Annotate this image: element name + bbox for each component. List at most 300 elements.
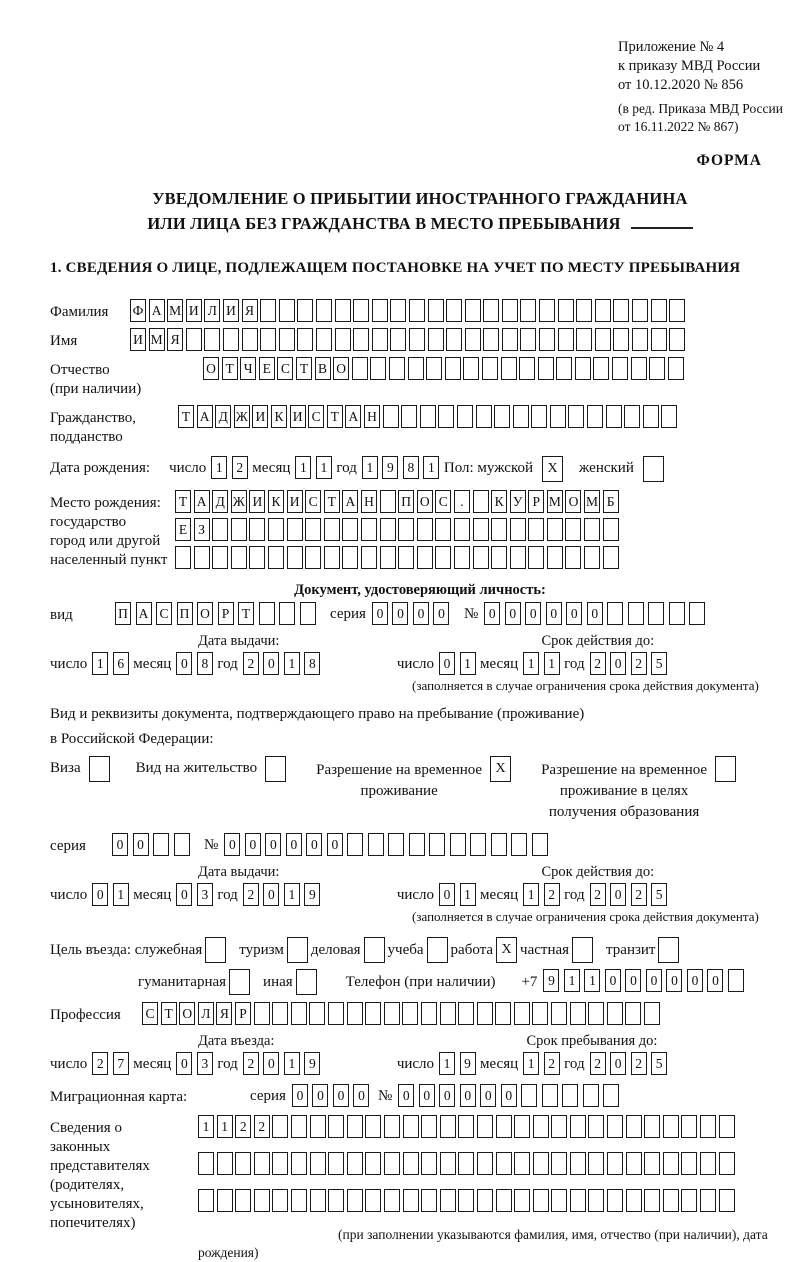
char-cell-filled[interactable]: А	[136, 602, 152, 625]
char-cell-filled[interactable]: 0	[112, 833, 128, 856]
char-cell-filled[interactable]: 1	[423, 456, 439, 479]
char-cell-empty[interactable]	[458, 1115, 474, 1138]
char-cell-filled[interactable]: 0	[646, 969, 662, 992]
char-cell-empty[interactable]	[272, 1115, 288, 1138]
char-cell-empty[interactable]	[477, 1189, 493, 1212]
char-cell-empty[interactable]	[372, 299, 388, 322]
char-cell-filled[interactable]: С	[142, 1002, 158, 1025]
char-cell-empty[interactable]	[470, 833, 486, 856]
char-cell-filled[interactable]: 0	[306, 833, 322, 856]
char-cell-empty[interactable]	[644, 1152, 660, 1175]
char-cell-filled[interactable]: Ф	[130, 299, 146, 322]
char-cell-filled[interactable]: 1	[113, 883, 129, 906]
char-cell-filled[interactable]: 2	[235, 1115, 251, 1138]
char-cell-filled[interactable]: X	[542, 456, 563, 482]
char-cell-filled[interactable]: О	[417, 490, 433, 513]
char-cell-filled[interactable]: О	[565, 490, 581, 513]
char-cell-filled[interactable]: 2	[590, 883, 606, 906]
char-cell-empty[interactable]	[668, 357, 684, 380]
char-cell-empty[interactable]	[390, 328, 406, 351]
char-cell-empty[interactable]	[440, 1115, 456, 1138]
char-cell-empty[interactable]	[242, 328, 258, 351]
char-cell-filled[interactable]: 2	[544, 883, 560, 906]
char-cell-empty[interactable]	[568, 405, 584, 428]
char-cell-empty[interactable]	[384, 1115, 400, 1138]
char-cell-empty[interactable]	[89, 756, 110, 782]
char-cell-filled[interactable]: С	[277, 357, 293, 380]
char-cell-empty[interactable]	[477, 1002, 493, 1025]
char-cell-empty[interactable]	[235, 1189, 251, 1212]
char-cell-empty[interactable]	[632, 299, 648, 322]
char-cell-filled[interactable]: 1	[217, 1115, 233, 1138]
char-cell-empty[interactable]	[538, 357, 554, 380]
char-cell-empty[interactable]	[390, 299, 406, 322]
char-cell-filled[interactable]: 1	[92, 652, 108, 675]
char-cell-filled[interactable]: Я	[216, 1002, 232, 1025]
char-cell-empty[interactable]	[297, 299, 313, 322]
char-cell-empty[interactable]	[593, 357, 609, 380]
char-cell-empty[interactable]	[402, 1002, 418, 1025]
char-cell-empty[interactable]	[384, 1189, 400, 1212]
char-cell-empty[interactable]	[291, 1152, 307, 1175]
char-cell-empty[interactable]	[249, 518, 265, 541]
char-cell-empty[interactable]	[473, 518, 489, 541]
char-cell-filled[interactable]: О	[333, 357, 349, 380]
char-cell-empty[interactable]	[532, 1002, 548, 1025]
char-cell-filled[interactable]: А	[342, 490, 358, 513]
char-cell-empty[interactable]	[613, 328, 629, 351]
char-cell-filled[interactable]: Н	[364, 405, 380, 428]
char-cell-empty[interactable]	[603, 546, 619, 569]
char-cell-empty[interactable]	[514, 1115, 530, 1138]
char-cell-empty[interactable]	[491, 833, 507, 856]
char-cell-empty[interactable]	[328, 1115, 344, 1138]
char-cell-empty[interactable]	[520, 328, 536, 351]
char-cell-empty[interactable]	[324, 546, 340, 569]
char-cell-empty[interactable]	[291, 1115, 307, 1138]
char-cell-empty[interactable]	[576, 299, 592, 322]
char-cell-filled[interactable]: 1	[523, 652, 539, 675]
char-cell-empty[interactable]	[235, 1152, 251, 1175]
char-cell-empty[interactable]	[539, 299, 555, 322]
char-cell-empty[interactable]	[420, 405, 436, 428]
char-cell-empty[interactable]	[229, 969, 250, 995]
char-cell-filled[interactable]: 1	[564, 969, 580, 992]
char-cell-empty[interactable]	[347, 833, 363, 856]
char-cell-filled[interactable]: 0	[501, 1084, 517, 1107]
char-cell-empty[interactable]	[458, 1189, 474, 1212]
char-cell-empty[interactable]	[603, 1084, 619, 1107]
char-cell-empty[interactable]	[194, 546, 210, 569]
char-cell-empty[interactable]	[613, 299, 629, 322]
char-cell-filled[interactable]: У	[510, 490, 526, 513]
char-cell-empty[interactable]	[429, 833, 445, 856]
char-cell-empty[interactable]	[551, 1002, 567, 1025]
char-cell-empty[interactable]	[482, 357, 498, 380]
char-cell-empty[interactable]	[335, 299, 351, 322]
char-cell-empty[interactable]	[426, 357, 442, 380]
char-cell-empty[interactable]	[421, 1189, 437, 1212]
char-cell-empty[interactable]	[626, 1189, 642, 1212]
char-cell-empty[interactable]	[231, 518, 247, 541]
char-cell-empty[interactable]	[533, 1152, 549, 1175]
char-cell-empty[interactable]	[389, 357, 405, 380]
char-cell-filled[interactable]: 0	[286, 833, 302, 856]
char-cell-empty[interactable]	[174, 833, 190, 856]
char-cell-empty[interactable]	[279, 328, 295, 351]
char-cell-empty[interactable]	[539, 328, 555, 351]
char-cell-empty[interactable]	[626, 1115, 642, 1138]
char-cell-filled[interactable]: 0	[327, 833, 343, 856]
char-cell-empty[interactable]	[607, 1152, 623, 1175]
char-cell-filled[interactable]: 0	[546, 602, 562, 625]
char-cell-empty[interactable]	[700, 1152, 716, 1175]
char-cell-empty[interactable]	[632, 328, 648, 351]
char-cell-empty[interactable]	[607, 1002, 623, 1025]
char-cell-filled[interactable]: 1	[544, 652, 560, 675]
char-cell-empty[interactable]	[364, 937, 385, 963]
char-cell-empty[interactable]	[562, 1084, 578, 1107]
char-cell-filled[interactable]: С	[308, 405, 324, 428]
char-cell-empty[interactable]	[514, 1152, 530, 1175]
char-cell-filled[interactable]: 1	[362, 456, 378, 479]
char-cell-empty[interactable]	[309, 1002, 325, 1025]
char-cell-filled[interactable]: С	[435, 490, 451, 513]
char-cell-empty[interactable]	[403, 1189, 419, 1212]
char-cell-empty[interactable]	[558, 299, 574, 322]
char-cell-empty[interactable]	[648, 602, 664, 625]
char-cell-filled[interactable]: 0	[176, 883, 192, 906]
char-cell-empty[interactable]	[365, 1002, 381, 1025]
char-cell-filled[interactable]: Ч	[240, 357, 256, 380]
char-cell-empty[interactable]	[279, 602, 295, 625]
char-cell-empty[interactable]	[361, 518, 377, 541]
char-cell-empty[interactable]	[254, 1152, 270, 1175]
char-cell-filled[interactable]: 8	[403, 456, 419, 479]
char-cell-empty[interactable]	[681, 1189, 697, 1212]
char-cell-empty[interactable]	[398, 518, 414, 541]
char-cell-empty[interactable]	[260, 299, 276, 322]
char-cell-filled[interactable]: 9	[304, 883, 320, 906]
char-cell-empty[interactable]	[607, 1189, 623, 1212]
char-cell-empty[interactable]	[572, 937, 593, 963]
char-cell-empty[interactable]	[476, 405, 492, 428]
char-cell-empty[interactable]	[365, 1115, 381, 1138]
char-cell-empty[interactable]	[445, 357, 461, 380]
char-cell-filled[interactable]: 0	[312, 1084, 328, 1107]
char-cell-empty[interactable]	[380, 490, 396, 513]
char-cell-empty[interactable]	[458, 1152, 474, 1175]
char-cell-filled[interactable]: Т	[178, 405, 194, 428]
char-cell-empty[interactable]	[408, 357, 424, 380]
char-cell-filled[interactable]: 3	[197, 1052, 213, 1075]
char-cell-filled[interactable]: 0	[666, 969, 682, 992]
char-cell-filled[interactable]: 5	[651, 1052, 667, 1075]
char-cell-filled[interactable]: 0	[439, 652, 455, 675]
char-cell-filled[interactable]: И	[290, 405, 306, 428]
char-cell-filled[interactable]: Я	[242, 299, 258, 322]
char-cell-filled[interactable]: 0	[224, 833, 240, 856]
char-cell-empty[interactable]	[496, 1189, 512, 1212]
char-cell-filled[interactable]: П	[115, 602, 131, 625]
char-cell-filled[interactable]: Т	[222, 357, 238, 380]
char-cell-empty[interactable]	[388, 833, 404, 856]
char-cell-empty[interactable]	[384, 1152, 400, 1175]
char-cell-empty[interactable]	[719, 1115, 735, 1138]
char-cell-empty[interactable]	[328, 1152, 344, 1175]
char-cell-empty[interactable]	[365, 1189, 381, 1212]
char-cell-empty[interactable]	[625, 1002, 641, 1025]
char-cell-empty[interactable]	[328, 1189, 344, 1212]
char-cell-empty[interactable]	[542, 1084, 558, 1107]
char-cell-empty[interactable]	[310, 1189, 326, 1212]
char-cell-empty[interactable]	[531, 405, 547, 428]
char-cell-empty[interactable]	[588, 1115, 604, 1138]
char-cell-filled[interactable]: О	[179, 1002, 195, 1025]
char-cell-filled[interactable]: 0	[566, 602, 582, 625]
char-cell-empty[interactable]	[565, 518, 581, 541]
char-cell-empty[interactable]	[495, 1002, 511, 1025]
char-cell-filled[interactable]: Т	[175, 490, 191, 513]
char-cell-empty[interactable]	[496, 1115, 512, 1138]
char-cell-empty[interactable]	[556, 357, 572, 380]
char-cell-filled[interactable]: 1	[316, 456, 332, 479]
char-cell-empty[interactable]	[438, 405, 454, 428]
char-cell-empty[interactable]	[550, 405, 566, 428]
char-cell-filled[interactable]: 1	[295, 456, 311, 479]
char-cell-empty[interactable]	[588, 1152, 604, 1175]
char-cell-empty[interactable]	[595, 328, 611, 351]
char-cell-empty[interactable]	[428, 299, 444, 322]
char-cell-empty[interactable]	[361, 546, 377, 569]
char-cell-filled[interactable]: 0	[292, 1084, 308, 1107]
char-cell-filled[interactable]: 2	[243, 652, 259, 675]
char-cell-filled[interactable]: 0	[525, 602, 541, 625]
char-cell-filled[interactable]: П	[398, 490, 414, 513]
char-cell-filled[interactable]: 0	[484, 602, 500, 625]
char-cell-filled[interactable]: 9	[460, 1052, 476, 1075]
char-cell-empty[interactable]	[681, 1115, 697, 1138]
char-cell-filled[interactable]: 7	[113, 1052, 129, 1075]
char-cell-empty[interactable]	[643, 456, 664, 482]
char-cell-filled[interactable]: 0	[707, 969, 723, 992]
char-cell-filled[interactable]: 0	[245, 833, 261, 856]
char-cell-empty[interactable]	[380, 518, 396, 541]
char-cell-empty[interactable]	[398, 546, 414, 569]
char-cell-empty[interactable]	[347, 1189, 363, 1212]
char-cell-empty[interactable]	[440, 1189, 456, 1212]
char-cell-empty[interactable]	[661, 405, 677, 428]
char-cell-empty[interactable]	[700, 1189, 716, 1212]
char-cell-filled[interactable]: 1	[523, 1052, 539, 1075]
char-cell-empty[interactable]	[473, 546, 489, 569]
char-cell-empty[interactable]	[514, 1002, 530, 1025]
char-cell-empty[interactable]	[316, 299, 332, 322]
char-cell-filled[interactable]: 9	[382, 456, 398, 479]
char-cell-empty[interactable]	[491, 518, 507, 541]
char-cell-filled[interactable]: И	[249, 490, 265, 513]
char-cell-empty[interactable]	[558, 328, 574, 351]
char-cell-empty[interactable]	[502, 328, 518, 351]
char-cell-empty[interactable]	[551, 1115, 567, 1138]
char-cell-empty[interactable]	[483, 299, 499, 322]
char-cell-empty[interactable]	[428, 328, 444, 351]
char-cell-empty[interactable]	[532, 833, 548, 856]
char-cell-filled[interactable]: 2	[590, 1052, 606, 1075]
char-cell-filled[interactable]: 0	[372, 602, 388, 625]
char-cell-filled[interactable]: 8	[197, 652, 213, 675]
char-cell-filled[interactable]: Б	[603, 490, 619, 513]
char-cell-filled[interactable]: 0	[133, 833, 149, 856]
char-cell-empty[interactable]	[421, 1152, 437, 1175]
char-cell-empty[interactable]	[401, 405, 417, 428]
char-cell-filled[interactable]: 0	[505, 602, 521, 625]
char-cell-filled[interactable]: 0	[610, 652, 626, 675]
char-cell-filled[interactable]: X	[490, 756, 511, 782]
char-cell-filled[interactable]: 0	[263, 1052, 279, 1075]
char-cell-empty[interactable]	[521, 1084, 537, 1107]
char-cell-empty[interactable]	[175, 546, 191, 569]
char-cell-filled[interactable]: 2	[631, 1052, 647, 1075]
char-cell-empty[interactable]	[370, 357, 386, 380]
char-cell-empty[interactable]	[335, 328, 351, 351]
char-cell-filled[interactable]: 0	[433, 602, 449, 625]
char-cell-empty[interactable]	[204, 328, 220, 351]
char-cell-filled[interactable]: 9	[543, 969, 559, 992]
char-cell-empty[interactable]	[651, 328, 667, 351]
char-cell-empty[interactable]	[570, 1002, 586, 1025]
char-cell-filled[interactable]: В	[315, 357, 331, 380]
char-cell-empty[interactable]	[300, 602, 316, 625]
char-cell-empty[interactable]	[186, 328, 202, 351]
char-cell-empty[interactable]	[477, 1152, 493, 1175]
char-cell-filled[interactable]: 0	[480, 1084, 496, 1107]
char-cell-filled[interactable]: 0	[398, 1084, 414, 1107]
char-cell-empty[interactable]	[547, 546, 563, 569]
char-cell-filled[interactable]: 5	[651, 883, 667, 906]
char-cell-empty[interactable]	[583, 1084, 599, 1107]
char-cell-filled[interactable]: М	[584, 490, 600, 513]
char-cell-empty[interactable]	[483, 328, 499, 351]
char-cell-empty[interactable]	[353, 299, 369, 322]
char-cell-filled[interactable]: 0	[610, 883, 626, 906]
char-cell-empty[interactable]	[272, 1189, 288, 1212]
char-cell-empty[interactable]	[588, 1002, 604, 1025]
char-cell-filled[interactable]: 1	[284, 1052, 300, 1075]
char-cell-filled[interactable]: И	[252, 405, 268, 428]
char-cell-empty[interactable]	[715, 756, 736, 782]
char-cell-empty[interactable]	[669, 328, 685, 351]
char-cell-empty[interactable]	[268, 518, 284, 541]
char-cell-filled[interactable]: Н	[361, 490, 377, 513]
char-cell-empty[interactable]	[217, 1152, 233, 1175]
char-cell-empty[interactable]	[342, 518, 358, 541]
char-cell-empty[interactable]	[700, 1115, 716, 1138]
char-cell-empty[interactable]	[231, 546, 247, 569]
char-cell-empty[interactable]	[368, 833, 384, 856]
char-cell-empty[interactable]	[528, 518, 544, 541]
char-cell-empty[interactable]	[310, 1152, 326, 1175]
char-cell-empty[interactable]	[728, 969, 744, 992]
char-cell-empty[interactable]	[663, 1152, 679, 1175]
char-cell-empty[interactable]	[421, 1002, 437, 1025]
char-cell-filled[interactable]: Д	[215, 405, 231, 428]
char-cell-filled[interactable]: П	[177, 602, 193, 625]
char-cell-filled[interactable]: Е	[175, 518, 191, 541]
char-cell-empty[interactable]	[212, 546, 228, 569]
char-cell-filled[interactable]: 0	[353, 1084, 369, 1107]
char-cell-empty[interactable]	[440, 1002, 456, 1025]
char-cell-empty[interactable]	[417, 518, 433, 541]
char-cell-empty[interactable]	[435, 518, 451, 541]
char-cell-empty[interactable]	[446, 299, 462, 322]
char-cell-empty[interactable]	[606, 405, 622, 428]
char-cell-empty[interactable]	[296, 969, 317, 995]
char-cell-empty[interactable]	[259, 602, 275, 625]
char-cell-filled[interactable]: 0	[587, 602, 603, 625]
char-cell-filled[interactable]: 2	[544, 1052, 560, 1075]
char-cell-empty[interactable]	[446, 328, 462, 351]
char-cell-empty[interactable]	[421, 1115, 437, 1138]
char-cell-empty[interactable]	[409, 833, 425, 856]
char-cell-filled[interactable]: Т	[296, 357, 312, 380]
char-cell-empty[interactable]	[473, 490, 489, 513]
char-cell-empty[interactable]	[435, 546, 451, 569]
char-cell-filled[interactable]: 9	[304, 1052, 320, 1075]
char-cell-empty[interactable]	[153, 833, 169, 856]
char-cell-filled[interactable]: 2	[232, 456, 248, 479]
char-cell-empty[interactable]	[533, 1115, 549, 1138]
char-cell-filled[interactable]: 3	[197, 883, 213, 906]
char-cell-empty[interactable]	[502, 299, 518, 322]
char-cell-filled[interactable]: А	[149, 299, 165, 322]
char-cell-filled[interactable]: 0	[625, 969, 641, 992]
char-cell-filled[interactable]: М	[149, 328, 165, 351]
char-cell-filled[interactable]: 1	[284, 883, 300, 906]
char-cell-empty[interactable]	[287, 937, 308, 963]
char-cell-empty[interactable]	[454, 518, 470, 541]
char-cell-empty[interactable]	[440, 1152, 456, 1175]
char-cell-empty[interactable]	[328, 1002, 344, 1025]
char-cell-empty[interactable]	[342, 546, 358, 569]
char-cell-empty[interactable]	[463, 357, 479, 380]
char-cell-empty[interactable]	[644, 1189, 660, 1212]
char-cell-empty[interactable]	[519, 357, 535, 380]
char-cell-empty[interactable]	[287, 546, 303, 569]
char-cell-filled[interactable]: Ж	[231, 490, 247, 513]
char-cell-filled[interactable]: 0	[687, 969, 703, 992]
char-cell-empty[interactable]	[607, 1115, 623, 1138]
char-cell-filled[interactable]: 1	[460, 883, 476, 906]
char-cell-filled[interactable]: И	[287, 490, 303, 513]
char-cell-filled[interactable]: 1	[211, 456, 227, 479]
char-cell-filled[interactable]: 2	[254, 1115, 270, 1138]
char-cell-filled[interactable]: 0	[610, 1052, 626, 1075]
char-cell-empty[interactable]	[511, 833, 527, 856]
char-cell-filled[interactable]: Р	[528, 490, 544, 513]
char-cell-empty[interactable]	[669, 299, 685, 322]
char-cell-empty[interactable]	[491, 546, 507, 569]
char-cell-empty[interactable]	[427, 937, 448, 963]
char-cell-filled[interactable]: 0	[392, 602, 408, 625]
char-cell-filled[interactable]: 5	[651, 652, 667, 675]
char-cell-empty[interactable]	[551, 1189, 567, 1212]
char-cell-empty[interactable]	[465, 299, 481, 322]
char-cell-filled[interactable]: 1	[523, 883, 539, 906]
char-cell-filled[interactable]: 0	[419, 1084, 435, 1107]
char-cell-empty[interactable]	[643, 405, 659, 428]
char-cell-filled[interactable]: 0	[263, 652, 279, 675]
